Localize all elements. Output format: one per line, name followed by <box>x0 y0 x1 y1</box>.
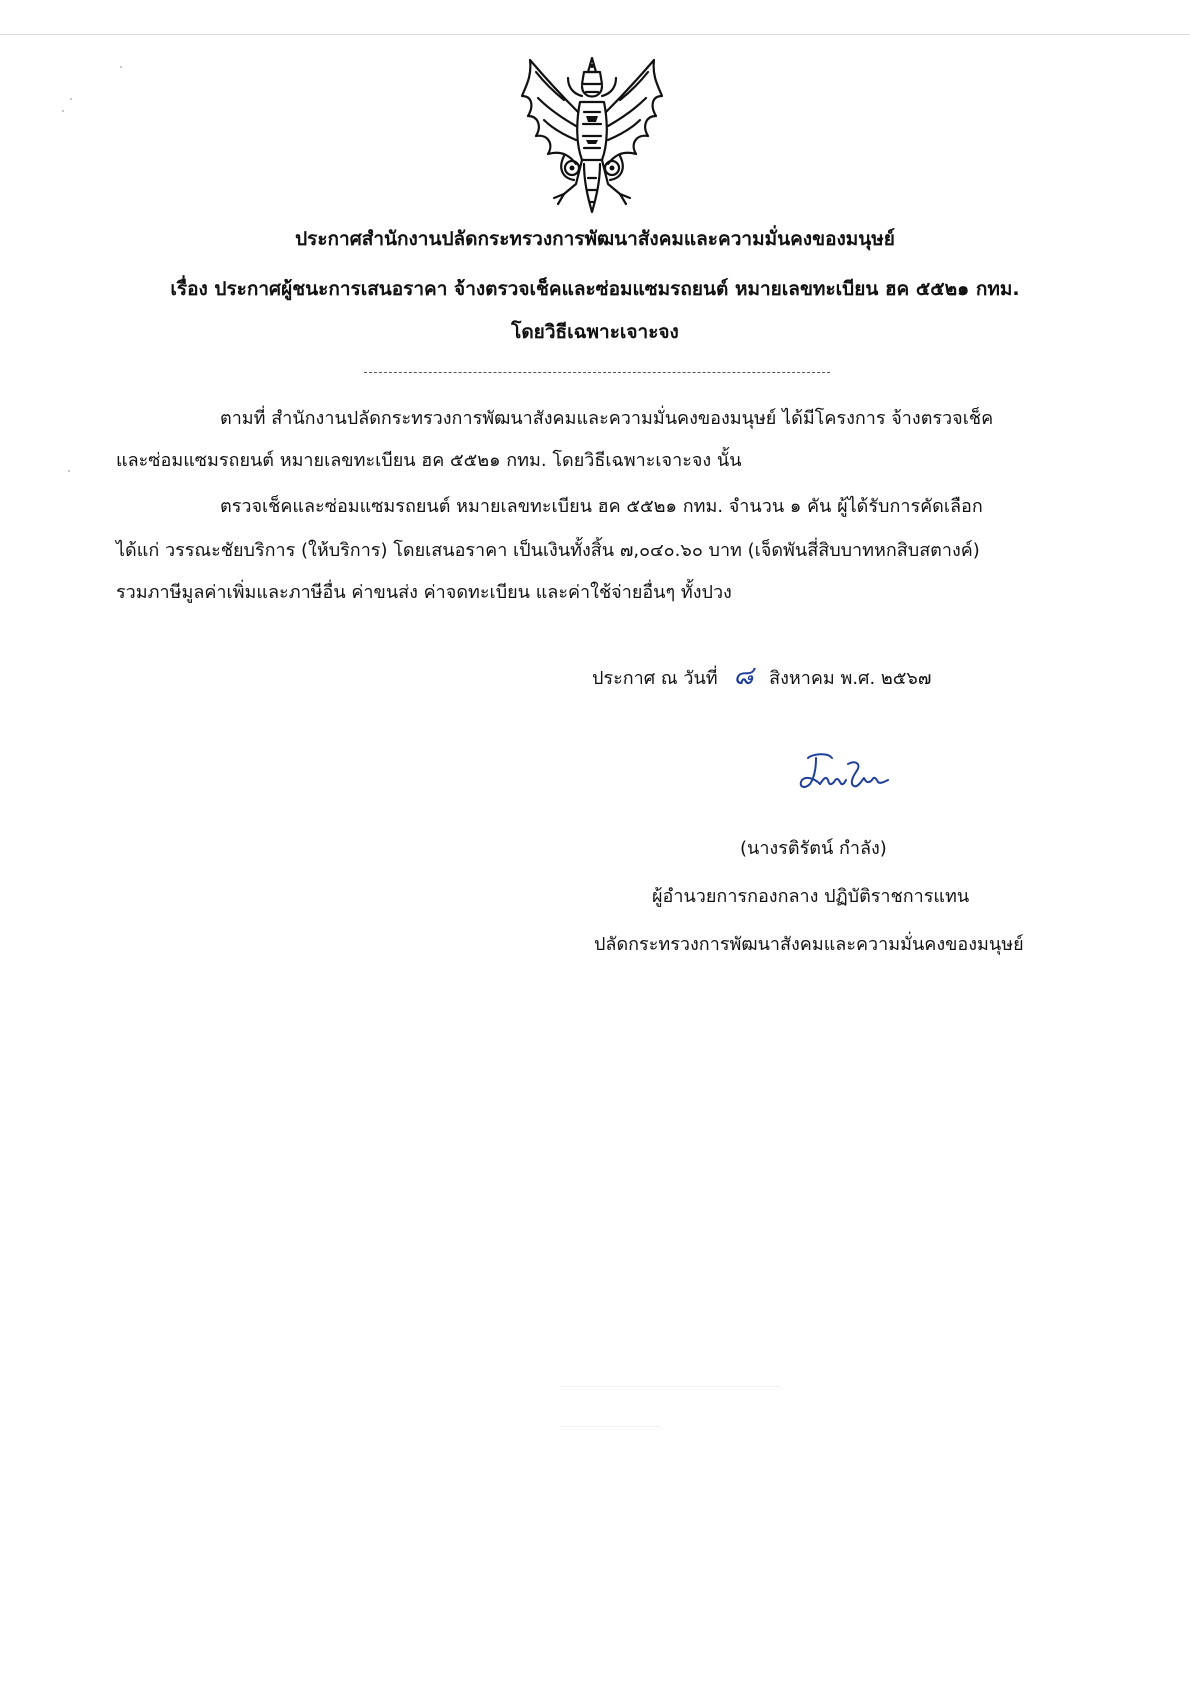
signatory-position: ผู้อำนวยการกองกลาง ปฏิบัติราชการแทน <box>652 886 970 907</box>
subject-line: เรื่อง ประกาศผู้ชนะการเสนอราคา จ้างตรวจเช็คและซ่อมแซมรถยนต์ หมายเลขทะเบียน ฮค ๕๕๒๑ กทม. <box>170 278 1020 300</box>
page-title: ประกาศสำนักงานปลัดกระทรวงการพัฒนาสังคมและความมั่นคงของมนุษย์ <box>295 228 895 250</box>
scan-edge-line <box>0 34 1190 35</box>
method-line: โดยวิธีเฉพาะเจาะจง <box>511 321 679 343</box>
scan-speck <box>62 110 64 112</box>
scan-speck <box>70 98 72 100</box>
paragraph-1-line-2: และซ่อมแซมรถยนต์ หมายเลขทะเบียน ฮค ๕๕๒๑ กทม. โดยวิธีเฉพาะเจาะจง นั้น <box>116 450 742 471</box>
announcement-date <box>592 663 931 694</box>
signatory-name: (นางรติรัตน์ กำลัง) <box>740 838 887 859</box>
paragraph-2-line-3: รวมภาษีมูลค่าเพิ่มและภาษีอื่น ค่าขนส่ง ค่าจดทะเบียน และค่าใช้จ่ายอื่นๆ ทั้งปวง <box>116 582 732 603</box>
scan-speck <box>120 66 122 68</box>
date-prefix: ประกาศ ณ วันที่ <box>592 668 718 689</box>
paragraph-2-line-1: ตรวจเช็คและซ่อมแซมรถยนต์ หมายเลขทะเบียน ฮค ๕๕๒๑ กทม. จำนวน ๑ คัน ผู้ได้รับการคัดเลือก <box>220 496 983 517</box>
scan-artifact-line <box>560 1426 660 1427</box>
paragraph-2-line-2: ได้แก่ วรรณะชัยบริการ (ให้บริการ) โดยเสนอราคา เป็นเงินทั้งสิ้น ๗,๐๔๐.๖๐ บาท (เจ็ดพันสี่สิบบาทหกสิบสตางค์) <box>116 540 980 561</box>
signature <box>794 750 898 798</box>
date-month-year: สิงหาคม พ.ศ. ๒๕๖๗ <box>769 668 932 689</box>
paragraph-1-line-1: ตามที่ สำนักงานปลัดกระทรวงการพัฒนาสังคมและความมั่นคงของมนุษย์ ได้มีโครงการ จ้างตรวจเช็ค <box>220 408 994 429</box>
handwritten-day: ๘ <box>733 661 754 691</box>
divider <box>364 372 830 373</box>
scan-artifact-line <box>560 1386 780 1387</box>
garuda-emblem-icon <box>518 52 666 217</box>
scan-speck <box>68 470 70 472</box>
signatory-office: ปลัดกระทรวงการพัฒนาสังคมและความมั่นคงของมนุษย์ <box>594 934 1024 955</box>
